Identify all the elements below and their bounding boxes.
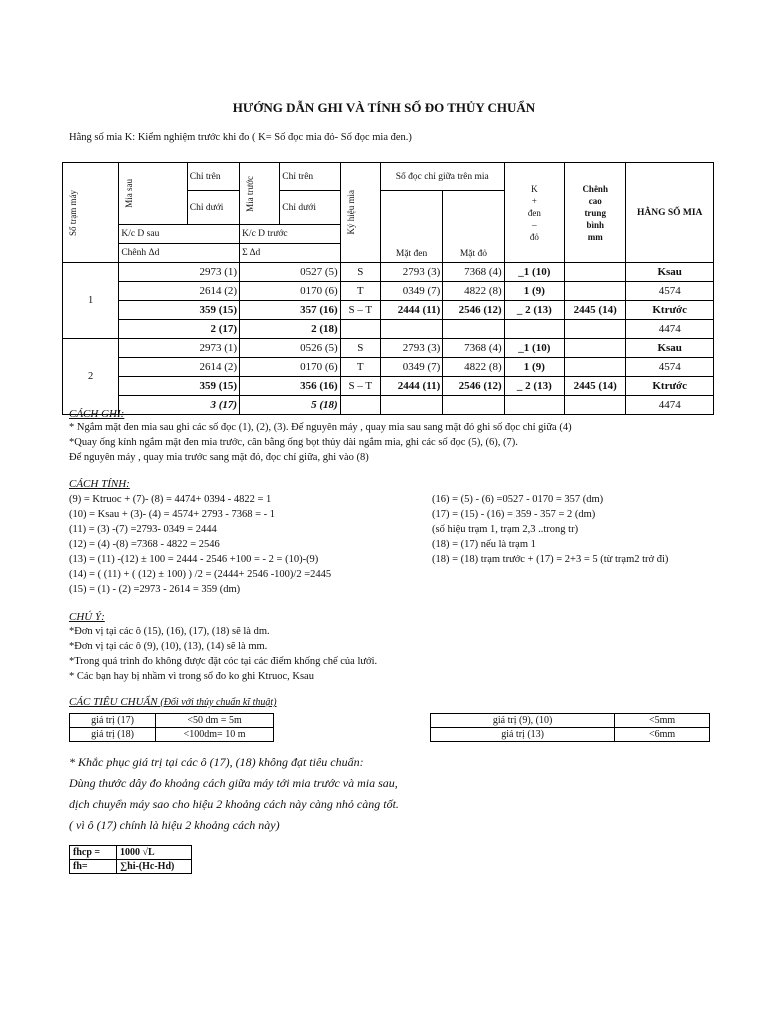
table-cell: 4474	[626, 320, 714, 339]
table-cell: 2445 (14)	[565, 301, 626, 320]
formula-cell: ∑hi-(Hc-Hd)	[117, 860, 192, 874]
table-cell	[504, 396, 564, 415]
standard-row	[431, 714, 710, 728]
so-doc-header: Số đọc chỉ giữa trên mia	[380, 163, 504, 191]
table-cell: Ksau	[626, 263, 714, 282]
text-line: *Quay ống kính ngắm mặt đen mia trước, cân bằng ống bọt thủy dài ngắm mia, ghi các số đọc (5), (6), (7).	[69, 437, 518, 448]
table-cell: 4822 (8)	[443, 282, 504, 301]
standard-row	[431, 728, 710, 742]
text-line: * Ngắm mặt đen mia sau ghi các số đọc (1), (2), (3). Để nguyên máy , quay mia sau sang mặt đỏ ghi số đọc chỉ giữa (4)	[69, 422, 572, 433]
text-line: (18) = (17) nếu là trạm 1	[432, 539, 536, 550]
mat-den-header: Mặt đen	[380, 191, 442, 263]
table-cell: 1 (9)	[504, 358, 564, 377]
standard-row	[70, 728, 274, 742]
tieu-chuan-note: (Đối với thủy chuẩn kĩ thuật)	[160, 697, 277, 708]
table-cell: 2 (18)	[240, 320, 341, 339]
table-cell: 2546 (12)	[443, 377, 504, 396]
table-cell: 5 (18)	[240, 396, 341, 415]
table-cell: 2445 (14)	[565, 377, 626, 396]
standard-cell: giá trị (9), (10)	[431, 714, 615, 728]
table-cell: 4822 (8)	[443, 358, 504, 377]
table-cell: 2546 (12)	[443, 301, 504, 320]
survey-table	[62, 162, 714, 415]
table-cell: 2614 (2)	[119, 358, 240, 377]
table-cell: Ktrước	[626, 301, 714, 320]
table-cell	[565, 263, 626, 282]
table-cell	[565, 320, 626, 339]
chi-duoi-sau: Chỉ dưới	[187, 191, 239, 225]
standard-row	[70, 714, 274, 728]
table-cell: 1 (9)	[504, 282, 564, 301]
table-cell: 7368 (4)	[443, 263, 504, 282]
table-row	[63, 301, 714, 320]
mia-truoc-text: Mia trước	[245, 175, 256, 212]
table-cell: 2614 (2)	[119, 282, 240, 301]
table-cell: S – T	[340, 301, 380, 320]
table-cell: S	[340, 263, 380, 282]
text-line: *Đơn vị tại các ô (15), (16), (17), (18) sẽ là dm.	[69, 626, 270, 637]
kc-sau-header: K/c D sau	[119, 225, 240, 244]
standards-left	[69, 713, 274, 742]
table-cell: 3 (17)	[119, 396, 240, 415]
table-cell	[340, 396, 380, 415]
text-line: * Các bạn hay bị nhầm vì trong sổ đo ko ghi Ktruoc, Ksau	[69, 671, 314, 682]
chi-duoi-truoc: Chỉ dưới	[280, 191, 340, 225]
table-cell: T	[340, 358, 380, 377]
table-cell: 0170 (6)	[240, 282, 341, 301]
table-cell: 0526 (5)	[240, 339, 341, 358]
ky-hieu-text: Ký hiệu mia	[345, 190, 356, 235]
table-cell: 0527 (5)	[240, 263, 341, 282]
table-cell: 356 (16)	[240, 377, 341, 396]
standard-cell: <5mm	[615, 714, 710, 728]
hang-so-header: HẰNG SỐ MIA	[626, 163, 714, 263]
mia-truoc-header	[240, 163, 280, 225]
table-row	[63, 282, 714, 301]
formula-row	[70, 846, 192, 860]
table-cell	[565, 339, 626, 358]
tieu-chuan-heading	[69, 696, 277, 708]
text-line: (16) = (5) - (6) =0527 - 0170 = 357 (dm)	[432, 494, 604, 505]
cach-ghi-heading: CÁCH GHI:	[69, 408, 125, 420]
table-cell: _1 (10)	[504, 339, 564, 358]
cach-tinh-heading: CÁCH TÍNH:	[69, 478, 130, 490]
table-cell	[380, 396, 442, 415]
table-cell: 359 (15)	[119, 301, 240, 320]
mat-do-header: Mặt đỏ	[443, 191, 504, 263]
table-cell: T	[340, 282, 380, 301]
table-cell: 4474	[626, 396, 714, 415]
station-header-text: Số trạm máy	[68, 189, 78, 236]
standards-right	[430, 713, 710, 742]
table-cell: 2 (17)	[119, 320, 240, 339]
kc-truoc-header: K/c D trước	[240, 225, 341, 244]
table-cell: 2793 (3)	[380, 339, 442, 358]
table-cell: 0349 (7)	[380, 358, 442, 377]
chenh-cao-header: Chênh cao trung bình mm	[565, 163, 626, 263]
text-line: Để nguyên máy , quay mia trước sang mặt đỏ, đọc chỉ giữa, ghi vào (8)	[69, 452, 369, 463]
text-line: *Trong quá trình đo không được đặt cóc tại các điểm khống chế của lưới.	[69, 656, 378, 667]
text-line: (12) = (4) -(8) =7368 - 4822 = 2546	[69, 539, 220, 550]
formula-cell: fhcp =	[70, 846, 117, 860]
table-cell	[380, 320, 442, 339]
chenh-dd-header: Chênh Δd	[119, 244, 240, 263]
table-cell: Ksau	[626, 339, 714, 358]
table-cell	[443, 396, 504, 415]
table-cell: S – T	[340, 377, 380, 396]
table-cell: 2793 (3)	[380, 263, 442, 282]
table-cell	[340, 320, 380, 339]
tieu-chuan-title: CÁC TIÊU CHUẨN	[69, 696, 158, 708]
table-row	[63, 396, 714, 415]
table-cell: S	[340, 339, 380, 358]
table-cell: 2444 (11)	[380, 301, 442, 320]
subtitle: Hằng số mia K: Kiểm nghiệm trước khi đo ( K= Số đọc mia đỏ- Số đọc mia đen.)	[69, 132, 412, 143]
standard-cell: giá trị (18)	[70, 728, 156, 742]
chu-y-heading: CHÚ Ý:	[69, 611, 105, 623]
table-cell: 7368 (4)	[443, 339, 504, 358]
standard-cell: <50 dm = 5m	[156, 714, 274, 728]
text-line: (10) = Ksau + (3)- (4) = 4574+ 2793 - 7368 = - 1	[69, 509, 276, 520]
ky-hieu-header	[340, 163, 380, 263]
table-cell	[443, 320, 504, 339]
station-number: 1	[63, 263, 119, 339]
chi-tren-sau: Chỉ trên	[187, 163, 239, 191]
text-line: Dùng thước dây đo khoảng cách giữa máy tới mia trước và mia sau,	[69, 776, 398, 790]
text-line: (17) = (15) - (16) = 359 - 357 = 2 (dm)	[432, 509, 596, 520]
table-row	[63, 339, 714, 358]
text-line: (9) = Ktruoc + (7)- (8) = 4474+ 0394 - 4822 = 1	[69, 494, 272, 505]
table-row	[63, 320, 714, 339]
formula-row	[70, 860, 192, 874]
text-line: ( vì ô (17) chính là hiệu 2 khoảng cách này)	[69, 818, 280, 832]
standard-cell: giá trị (13)	[431, 728, 615, 742]
table-cell: 4574	[626, 358, 714, 377]
table-cell: _ 2 (13)	[504, 301, 564, 320]
chi-tren-truoc: Chỉ trên	[280, 163, 340, 191]
text-line: *Đơn vị tại các ô (9), (10), (13), (14) sẽ là mm.	[69, 641, 268, 652]
table-cell: Ktrước	[626, 377, 714, 396]
text-line: (11) = (3) -(7) =2793- 0349 = 2444	[69, 524, 217, 535]
table-cell: 2444 (11)	[380, 377, 442, 396]
table-cell: 357 (16)	[240, 301, 341, 320]
table-cell	[565, 358, 626, 377]
formula-cell: 1000 √L	[117, 846, 192, 860]
mia-sau-header	[119, 163, 187, 225]
table-row	[63, 377, 714, 396]
table-row	[63, 263, 714, 282]
text-line: (14) = ( (11) + ( (12) ± 100) ) /2 = (2444+ 2546 -100)/2 =2445	[69, 569, 332, 580]
station-header	[63, 163, 119, 263]
station-number: 2	[63, 339, 119, 415]
text-line: (13) = (11) -(12) ± 100 = 2444 - 2546 +100 = - 2 = (10)-(9)	[69, 554, 319, 565]
formula-box	[69, 845, 192, 874]
mia-sau-text: Mia sau	[124, 179, 135, 208]
table-cell: _ 2 (13)	[504, 377, 564, 396]
table-cell: 0349 (7)	[380, 282, 442, 301]
standard-cell: giá trị (17)	[70, 714, 156, 728]
standard-cell: <6mm	[615, 728, 710, 742]
table-cell	[504, 320, 564, 339]
standard-cell: <100dm= 10 m	[156, 728, 274, 742]
text-line: (18) = (18) trạm trước + (17) = 2+3 = 5 (từ trạm2 trở đi)	[432, 554, 669, 565]
text-line: (số hiệu trạm 1, trạm 2,3 ..trong tr)	[432, 524, 579, 535]
table-cell: 0170 (6)	[240, 358, 341, 377]
table-cell	[565, 282, 626, 301]
table-row	[63, 358, 714, 377]
sum-dd-header: Σ Δd	[240, 244, 341, 263]
table-cell: 2973 (1)	[119, 339, 240, 358]
text-line: dịch chuyển máy sao cho hiệu 2 khoảng cách này càng nhỏ càng tốt.	[69, 797, 399, 811]
page-title: HƯỚNG DẪN GHI VÀ TÍNH SỐ ĐO THỦY CHUẨN	[232, 100, 536, 115]
formula-cell: fh=	[70, 860, 117, 874]
table-cell: 359 (15)	[119, 377, 240, 396]
table-cell	[565, 396, 626, 415]
table-cell: _1 (10)	[504, 263, 564, 282]
k-header: K + đen – đỏ	[504, 163, 564, 263]
table-cell: 2973 (1)	[119, 263, 240, 282]
text-line: * Khắc phục giá trị tại các ô (17), (18) không đạt tiêu chuẩn:	[69, 755, 364, 769]
text-line: (15) = (1) - (2) =2973 - 2614 = 359 (dm)	[69, 584, 241, 595]
table-cell: 4574	[626, 282, 714, 301]
